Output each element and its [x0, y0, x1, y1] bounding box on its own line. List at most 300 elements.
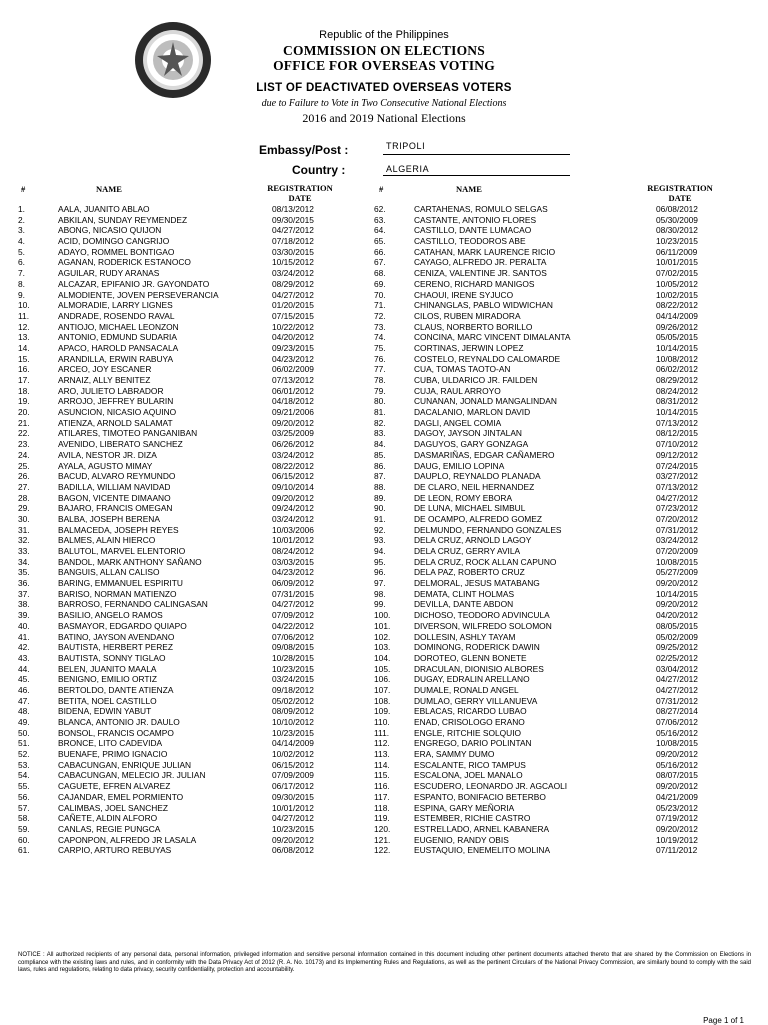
voter-name: CAJANDAR, EMEL PORMIENTO	[58, 791, 184, 802]
voter-name: DAGOY, JAYSON JINTALAN	[414, 428, 522, 439]
voter-row	[374, 706, 734, 717]
voter-name: ESPANTO, BONIFACIO BETERBO	[414, 791, 546, 802]
voter-number: 106.	[374, 674, 391, 685]
voter-row	[18, 535, 338, 546]
registration-date: 09/08/2015	[272, 642, 314, 653]
voter-name: BALMES, ALAIN HIERCO	[58, 535, 156, 546]
voter-name: CARPIO, ARTURO REBUYAS	[58, 845, 172, 856]
registration-date: 05/02/2012	[272, 695, 314, 706]
voter-row	[18, 247, 338, 258]
registration-date: 05/16/2012	[656, 759, 698, 770]
registration-date: 07/23/2012	[656, 503, 698, 514]
voter-row	[18, 760, 338, 771]
voter-number: 43.	[18, 652, 30, 663]
voter-name: BARING, EMMANUEL ESPIRITU	[58, 578, 183, 589]
registration-date: 07/11/2012	[656, 845, 698, 856]
registration-date: 07/09/2009	[272, 770, 314, 781]
voter-name: BATINO, JAYSON AVENDANO	[58, 631, 175, 642]
voter-name: ATIENZA, ARNOLD SALAMAT	[58, 417, 173, 428]
voter-row	[374, 396, 734, 407]
voter-row	[18, 471, 338, 482]
registration-date: 05/02/2009	[656, 631, 698, 642]
list-title: LIST OF DEACTIVATED OVERSEAS VOTERS	[256, 82, 512, 94]
registration-date: 05/27/2009	[656, 567, 698, 578]
voter-number: 31.	[18, 524, 30, 535]
voter-row	[374, 236, 734, 247]
page-number: Page 1 of 1	[703, 1016, 744, 1025]
voter-number: 120.	[374, 823, 391, 834]
registration-date: 10/14/2015	[656, 407, 698, 418]
voter-name: CHINANGLAS, PABLO WIDWICHAN	[414, 300, 553, 311]
voter-row	[18, 717, 338, 728]
voter-row	[374, 738, 734, 749]
voter-row	[374, 300, 734, 311]
registration-date: 08/13/2012	[272, 204, 314, 214]
registration-date: 10/23/2015	[272, 663, 314, 674]
registration-date: 08/22/2012	[272, 460, 314, 471]
voter-list-left	[18, 204, 338, 856]
registration-date: 09/20/2012	[272, 417, 314, 428]
voter-name: ARNAIZ, ALLY BENITEZ	[58, 375, 151, 385]
republic-line: Republic of the Philippines	[319, 29, 449, 41]
voter-name: ESPINA, GARY MEÑORIA	[414, 802, 515, 813]
voter-name: BERTOLDO, DANTE ATIENZA	[58, 684, 174, 695]
voter-row	[18, 546, 338, 557]
registration-date: 03/27/2012	[656, 471, 698, 482]
voter-name: BIDENA, EDWIN YABUT	[58, 706, 152, 717]
voter-number: 12.	[18, 321, 30, 332]
voter-number: 94.	[374, 546, 386, 556]
voter-number: 96.	[374, 567, 386, 578]
voter-number: 74.	[374, 332, 386, 343]
voter-row	[374, 728, 734, 739]
voter-number: 89.	[374, 492, 386, 503]
country-underline	[383, 175, 570, 176]
registration-date: 10/08/2015	[656, 556, 698, 567]
country-label: Country :	[292, 163, 346, 177]
registration-date: 10/10/2012	[272, 717, 314, 727]
voter-row	[374, 332, 734, 343]
voter-number: 84.	[374, 439, 386, 450]
registration-date: 09/21/2006	[272, 407, 314, 418]
voter-row	[18, 236, 338, 247]
voter-row	[374, 845, 734, 856]
voter-row	[18, 706, 338, 717]
voter-number: 76.	[374, 353, 386, 364]
registration-date: 10/23/2015	[272, 727, 314, 738]
registration-date: 10/01/2015	[656, 257, 698, 268]
registration-date: 08/22/2012	[656, 300, 698, 311]
registration-date: 06/08/2012	[656, 204, 698, 214]
registration-date: 04/14/2009	[272, 738, 314, 749]
registration-date: 09/24/2012	[272, 503, 314, 514]
voter-name: ALMODIENTE, JOVEN PERSEVERANCIA	[58, 289, 219, 300]
voter-name: DELA CRUZ, ROCK ALLAN CAPUNO	[414, 556, 557, 567]
voter-row	[374, 311, 734, 322]
voter-row	[374, 257, 734, 268]
voter-number: 8.	[18, 278, 25, 289]
registration-date: 09/10/2014	[272, 481, 314, 492]
registration-date: 09/20/2012	[272, 492, 314, 503]
voter-name: BAUTISTA, HERBERT PEREZ	[58, 642, 173, 653]
voter-name: CHAOUI, IRENE SYJUCO	[414, 289, 514, 300]
voter-row	[18, 792, 338, 803]
voter-row	[18, 322, 338, 333]
voter-number: 107.	[374, 684, 391, 695]
voter-number: 61.	[18, 845, 30, 856]
registration-date: 10/05/2012	[656, 278, 698, 289]
voter-row	[18, 407, 338, 418]
voter-name: CASTILLO, TEODOROS ABE	[414, 236, 526, 247]
voter-row	[374, 514, 734, 525]
voter-name: DELA CRUZ, GERRY AVILA	[414, 546, 521, 556]
voter-row	[18, 311, 338, 322]
voter-name: DACALANIO, MARLON DAVID	[414, 407, 531, 418]
voter-name: AGANAN, RODERICK ESTANOCO	[58, 257, 191, 268]
voter-name: CONCINA, MARC VINCENT DIMALANTA	[414, 332, 571, 343]
voter-name: CUJA, RAUL ARROYO	[414, 385, 501, 396]
voter-number: 99.	[374, 599, 386, 610]
registration-date: 10/14/2015	[656, 588, 698, 599]
registration-date: 10/19/2012	[656, 834, 698, 845]
registration-date: 07/20/2009	[656, 546, 698, 556]
embassy-underline	[383, 154, 570, 155]
voter-number: 27.	[18, 481, 30, 492]
registration-date: 04/27/2012	[272, 813, 314, 824]
voter-row	[18, 632, 338, 643]
registration-date: 05/05/2015	[656, 332, 698, 343]
voter-number: 55.	[18, 781, 30, 792]
registration-date: 08/31/2012	[656, 396, 698, 407]
voter-number: 37.	[18, 588, 30, 599]
voter-row	[374, 546, 734, 557]
voter-name: ATILARES, TIMOTEO PANGANIBAN	[58, 428, 198, 439]
voter-name: BARROSO, FERNANDO CALINGASAN	[58, 599, 208, 610]
registration-date: 04/21/2009	[656, 791, 698, 802]
voter-number: 20.	[18, 407, 30, 418]
voter-name: CILOS, RUBEN MIRADORA	[414, 310, 521, 321]
voter-row	[18, 824, 338, 835]
voter-name: DE LUNA, MICHAEL SIMBUL	[414, 503, 526, 514]
voter-row	[18, 621, 338, 632]
voter-name: BALBA, JOSEPH BERENA	[58, 513, 160, 524]
voter-number: 115.	[374, 770, 390, 781]
voter-name: DAUG, EMILIO LOPINA	[414, 460, 505, 471]
registration-date: 09/30/2015	[272, 214, 314, 225]
voter-name: BRONCE, LITO CADEVIDA	[58, 738, 163, 749]
voter-number: 103.	[374, 642, 391, 653]
voter-row	[374, 525, 734, 536]
registration-date: 10/03/2006	[272, 524, 314, 535]
voter-row	[374, 599, 734, 610]
col-num-header-right: #	[379, 184, 384, 194]
voter-row	[18, 204, 338, 215]
voter-row	[374, 471, 734, 482]
voter-row	[374, 685, 734, 696]
voter-row	[18, 300, 338, 311]
voter-name: BANGUIS, ALLAN CALISO	[58, 567, 160, 578]
voter-row	[374, 621, 734, 632]
registration-date: 10/08/2015	[656, 738, 698, 749]
registration-date: 09/30/2015	[272, 791, 314, 802]
voter-name: AALA, JUANITO ABLAO	[58, 204, 150, 214]
voter-row	[374, 674, 734, 685]
voter-number: 42.	[18, 642, 30, 653]
voter-name: DEVILLA, DANTE ABDON	[414, 599, 514, 610]
voter-name: CARTAHENAS, ROMULO SELGAS	[414, 204, 548, 214]
voter-row	[374, 653, 734, 664]
registration-date: 10/28/2015	[272, 652, 314, 663]
registration-date: 03/24/2012	[656, 535, 698, 546]
voter-number: 88.	[374, 481, 386, 492]
registration-date: 04/20/2012	[656, 610, 698, 621]
voter-number: 41.	[18, 631, 30, 642]
embassy-value: TRIPOLI	[386, 141, 426, 151]
registration-date: 05/23/2012	[656, 802, 698, 813]
voter-row	[374, 696, 734, 707]
voter-number: 102.	[374, 631, 391, 642]
voter-row	[18, 503, 338, 514]
voter-row	[18, 493, 338, 504]
country-value: ALGERIA	[386, 164, 430, 174]
voter-name: ANDRADE, ROSENDO RAVAL	[58, 310, 175, 321]
voter-row	[18, 514, 338, 525]
voter-number: 2.	[18, 214, 25, 225]
voter-number: 100.	[374, 610, 391, 621]
voter-row	[374, 493, 734, 504]
voter-number: 82.	[374, 417, 386, 428]
voter-name: CAGUETE, EFREN ALVAREZ	[58, 781, 171, 792]
voter-number: 85.	[374, 449, 386, 460]
voter-number: 63.	[374, 214, 386, 225]
voter-row	[18, 428, 338, 439]
voter-row	[18, 332, 338, 343]
voter-row	[18, 803, 338, 814]
voter-row	[374, 418, 734, 429]
voter-number: 3.	[18, 225, 25, 236]
voter-number: 6.	[18, 257, 25, 268]
voter-number: 105.	[374, 663, 391, 674]
voter-row	[18, 738, 338, 749]
voter-name: APACO, HAROLD PANSACALA	[58, 342, 179, 353]
registration-date: 10/15/2012	[272, 257, 314, 268]
registration-date: 07/13/2012	[656, 481, 698, 492]
voter-row	[374, 557, 734, 568]
voter-name: BUENAFE, PRIMO IGNACIO	[58, 749, 168, 760]
voter-name: ADAYO, ROMMEL BONTIGAO	[58, 246, 175, 257]
voter-name: CUA, TOMAS TAOTO-AN	[414, 364, 511, 375]
voter-name: DEMATA, CLINT HOLMAS	[414, 588, 515, 599]
voter-number: 114.	[374, 759, 390, 770]
registration-date: 07/02/2015	[656, 268, 698, 279]
voter-name: ARROJO, JEFFREY BULARIN	[58, 396, 174, 407]
voter-name: ACID, DOMINGO CANGRIJO	[58, 236, 170, 247]
voter-name: CUBA, ULDARICO JR. FAILDEN	[414, 375, 538, 385]
voter-name: ANTONIO, EDMUND SUDARIA	[58, 332, 177, 343]
voter-name: DASMARIÑAS, EDGAR CAÑAMERO	[414, 449, 555, 460]
registration-date: 09/20/2012	[656, 578, 698, 589]
voter-number: 54.	[18, 770, 30, 781]
voter-name: ESCUDERO, LEONARDO JR. AGCAOLI	[414, 781, 568, 792]
voter-number: 56.	[18, 791, 30, 802]
registration-date: 01/20/2015	[272, 300, 314, 311]
voter-number: 16.	[18, 364, 30, 375]
voter-row	[18, 567, 338, 578]
registration-date: 03/25/2009	[272, 428, 314, 439]
registration-date: 04/27/2012	[272, 289, 314, 300]
voter-name: ARO, JULIETO LABRADOR	[58, 385, 164, 396]
voter-row	[18, 610, 338, 621]
voter-name: CORTINAS, JERWIN LOPEZ	[414, 342, 524, 353]
voter-number: 18.	[18, 385, 30, 396]
registration-date: 06/08/2012	[272, 845, 314, 856]
voter-number: 47.	[18, 695, 30, 706]
voter-name: ESCALANTE, RICO TAMPUS	[414, 759, 526, 770]
voter-row	[374, 375, 734, 386]
registration-date: 10/22/2012	[272, 321, 314, 332]
voter-number: 91.	[374, 513, 386, 524]
registration-date: 07/06/2012	[272, 631, 314, 642]
voter-row	[374, 461, 734, 472]
registration-date: 08/29/2012	[272, 278, 314, 289]
voter-number: 80.	[374, 396, 386, 407]
voter-name: CERENO, RICHARD MANIGOS	[414, 278, 535, 289]
voter-name: BASMAYOR, EDGARDO QUIAPO	[58, 620, 187, 631]
registration-date: 10/14/2015	[656, 342, 698, 353]
voter-row	[374, 632, 734, 643]
registration-date: 10/01/2012	[272, 802, 314, 813]
voter-row	[18, 664, 338, 675]
voter-row	[374, 813, 734, 824]
voter-row	[374, 364, 734, 375]
registration-date: 04/20/2012	[272, 332, 314, 343]
voter-number: 93.	[374, 535, 386, 546]
voter-row	[18, 653, 338, 664]
registration-date: 08/12/2015	[656, 428, 698, 439]
voter-number: 35.	[18, 567, 30, 578]
voter-number: 79.	[374, 385, 386, 396]
voter-number: 49.	[18, 717, 30, 727]
voter-number: 26.	[18, 471, 30, 482]
voter-number: 7.	[18, 268, 25, 279]
voter-number: 40.	[18, 620, 30, 631]
registration-date: 10/02/2015	[656, 289, 698, 300]
voter-row	[374, 803, 734, 814]
voter-row	[374, 760, 734, 771]
voter-name: DELA CRUZ, ARNOLD LAGOY	[414, 535, 532, 546]
voter-name: ERA, SAMMY DUMO	[414, 749, 495, 760]
voter-name: BADILLA, WILLIAM NAVIDAD	[58, 481, 171, 492]
voter-number: 24.	[18, 449, 30, 460]
voter-name: ESCALONA, JOEL MANALO	[414, 770, 523, 781]
voter-row	[18, 482, 338, 493]
voter-number: 58.	[18, 813, 30, 824]
voter-number: 108.	[374, 695, 391, 706]
voter-name: BELEN, JUANITO MAALA	[58, 663, 157, 674]
voter-name: DOROTEO, GLENN BONETE	[414, 652, 527, 663]
registration-date: 05/30/2009	[656, 214, 698, 225]
registration-date: 04/22/2012	[272, 620, 314, 631]
voter-name: BETITA, NOEL CASTILLO	[58, 695, 157, 706]
voter-name: DRACULAN, DIONISIO ALBORES	[414, 663, 544, 674]
voter-number: 13.	[18, 332, 30, 343]
voter-row	[18, 225, 338, 236]
voter-number: 21.	[18, 417, 30, 428]
voter-row	[374, 717, 734, 728]
voter-number: 101.	[374, 620, 391, 631]
voter-name: BAGON, VICENTE DIMAANO	[58, 492, 171, 503]
voter-name: BARISO, NORMAN MATIENZO	[58, 588, 177, 599]
registration-date: 07/18/2012	[272, 236, 314, 247]
voter-number: 81.	[374, 407, 386, 418]
voter-row	[18, 589, 338, 600]
registration-date: 03/03/2015	[272, 556, 314, 567]
voter-row	[18, 525, 338, 536]
voter-number: 71.	[374, 300, 386, 311]
voter-row	[18, 685, 338, 696]
voter-row	[18, 781, 338, 792]
voter-name: BASILIO, ANGELO RAMOS	[58, 610, 163, 621]
voter-number: 118.	[374, 802, 390, 813]
voter-row	[374, 450, 734, 461]
voter-number: 87.	[374, 471, 386, 482]
voter-list-right	[374, 204, 734, 856]
voter-number: 57.	[18, 802, 30, 813]
voter-number: 67.	[374, 257, 386, 268]
voter-row	[374, 749, 734, 760]
voter-name: DUMALE, RONALD ANGEL	[414, 684, 519, 695]
voter-row	[18, 813, 338, 824]
voter-row	[18, 215, 338, 226]
registration-date: 04/27/2012	[272, 225, 314, 236]
voter-name: COSTELO, REYNALDO CALOMARDE	[414, 353, 561, 364]
voter-number: 25.	[18, 460, 30, 471]
registration-date: 07/31/2015	[272, 588, 314, 599]
voter-number: 69.	[374, 278, 386, 289]
voter-number: 92.	[374, 524, 386, 535]
voter-name: CENIZA, VALENTINE JR. SANTOS	[414, 268, 547, 279]
registration-date: 07/06/2012	[656, 717, 698, 727]
voter-number: 52.	[18, 749, 30, 760]
voter-number: 46.	[18, 684, 30, 695]
registration-date: 07/10/2012	[656, 439, 698, 450]
registration-date: 07/13/2012	[656, 417, 698, 428]
voter-number: 29.	[18, 503, 30, 514]
voter-number: 104.	[374, 652, 391, 663]
voter-row	[374, 247, 734, 258]
voter-name: DICHOSO, TEODORO ADVINCULA	[414, 610, 550, 621]
voter-number: 22.	[18, 428, 30, 439]
registration-date: 09/20/2012	[656, 823, 698, 834]
voter-name: ANTIOJO, MICHAEL LEONZON	[58, 321, 179, 332]
voter-number: 97.	[374, 578, 386, 589]
voter-number: 19.	[18, 396, 30, 407]
voter-name: CUNANAN, JONALD MANGALINDAN	[414, 396, 557, 407]
registration-date: 07/24/2015	[656, 460, 698, 471]
voter-row	[374, 428, 734, 439]
registration-date: 04/27/2012	[656, 674, 698, 685]
embassy-label: Embassy/Post :	[259, 143, 349, 157]
voter-name: DAUPLO, REYNALDO PLANADA	[414, 471, 541, 482]
registration-date: 04/14/2009	[656, 310, 698, 321]
registration-date: 09/23/2015	[272, 342, 314, 353]
registration-date: 06/26/2012	[272, 439, 314, 450]
registration-date: 07/09/2012	[272, 610, 314, 621]
registration-date: 03/24/2012	[272, 268, 314, 279]
voter-number: 17.	[18, 375, 30, 385]
voter-number: 33.	[18, 546, 30, 556]
registration-date: 04/18/2012	[272, 396, 314, 407]
